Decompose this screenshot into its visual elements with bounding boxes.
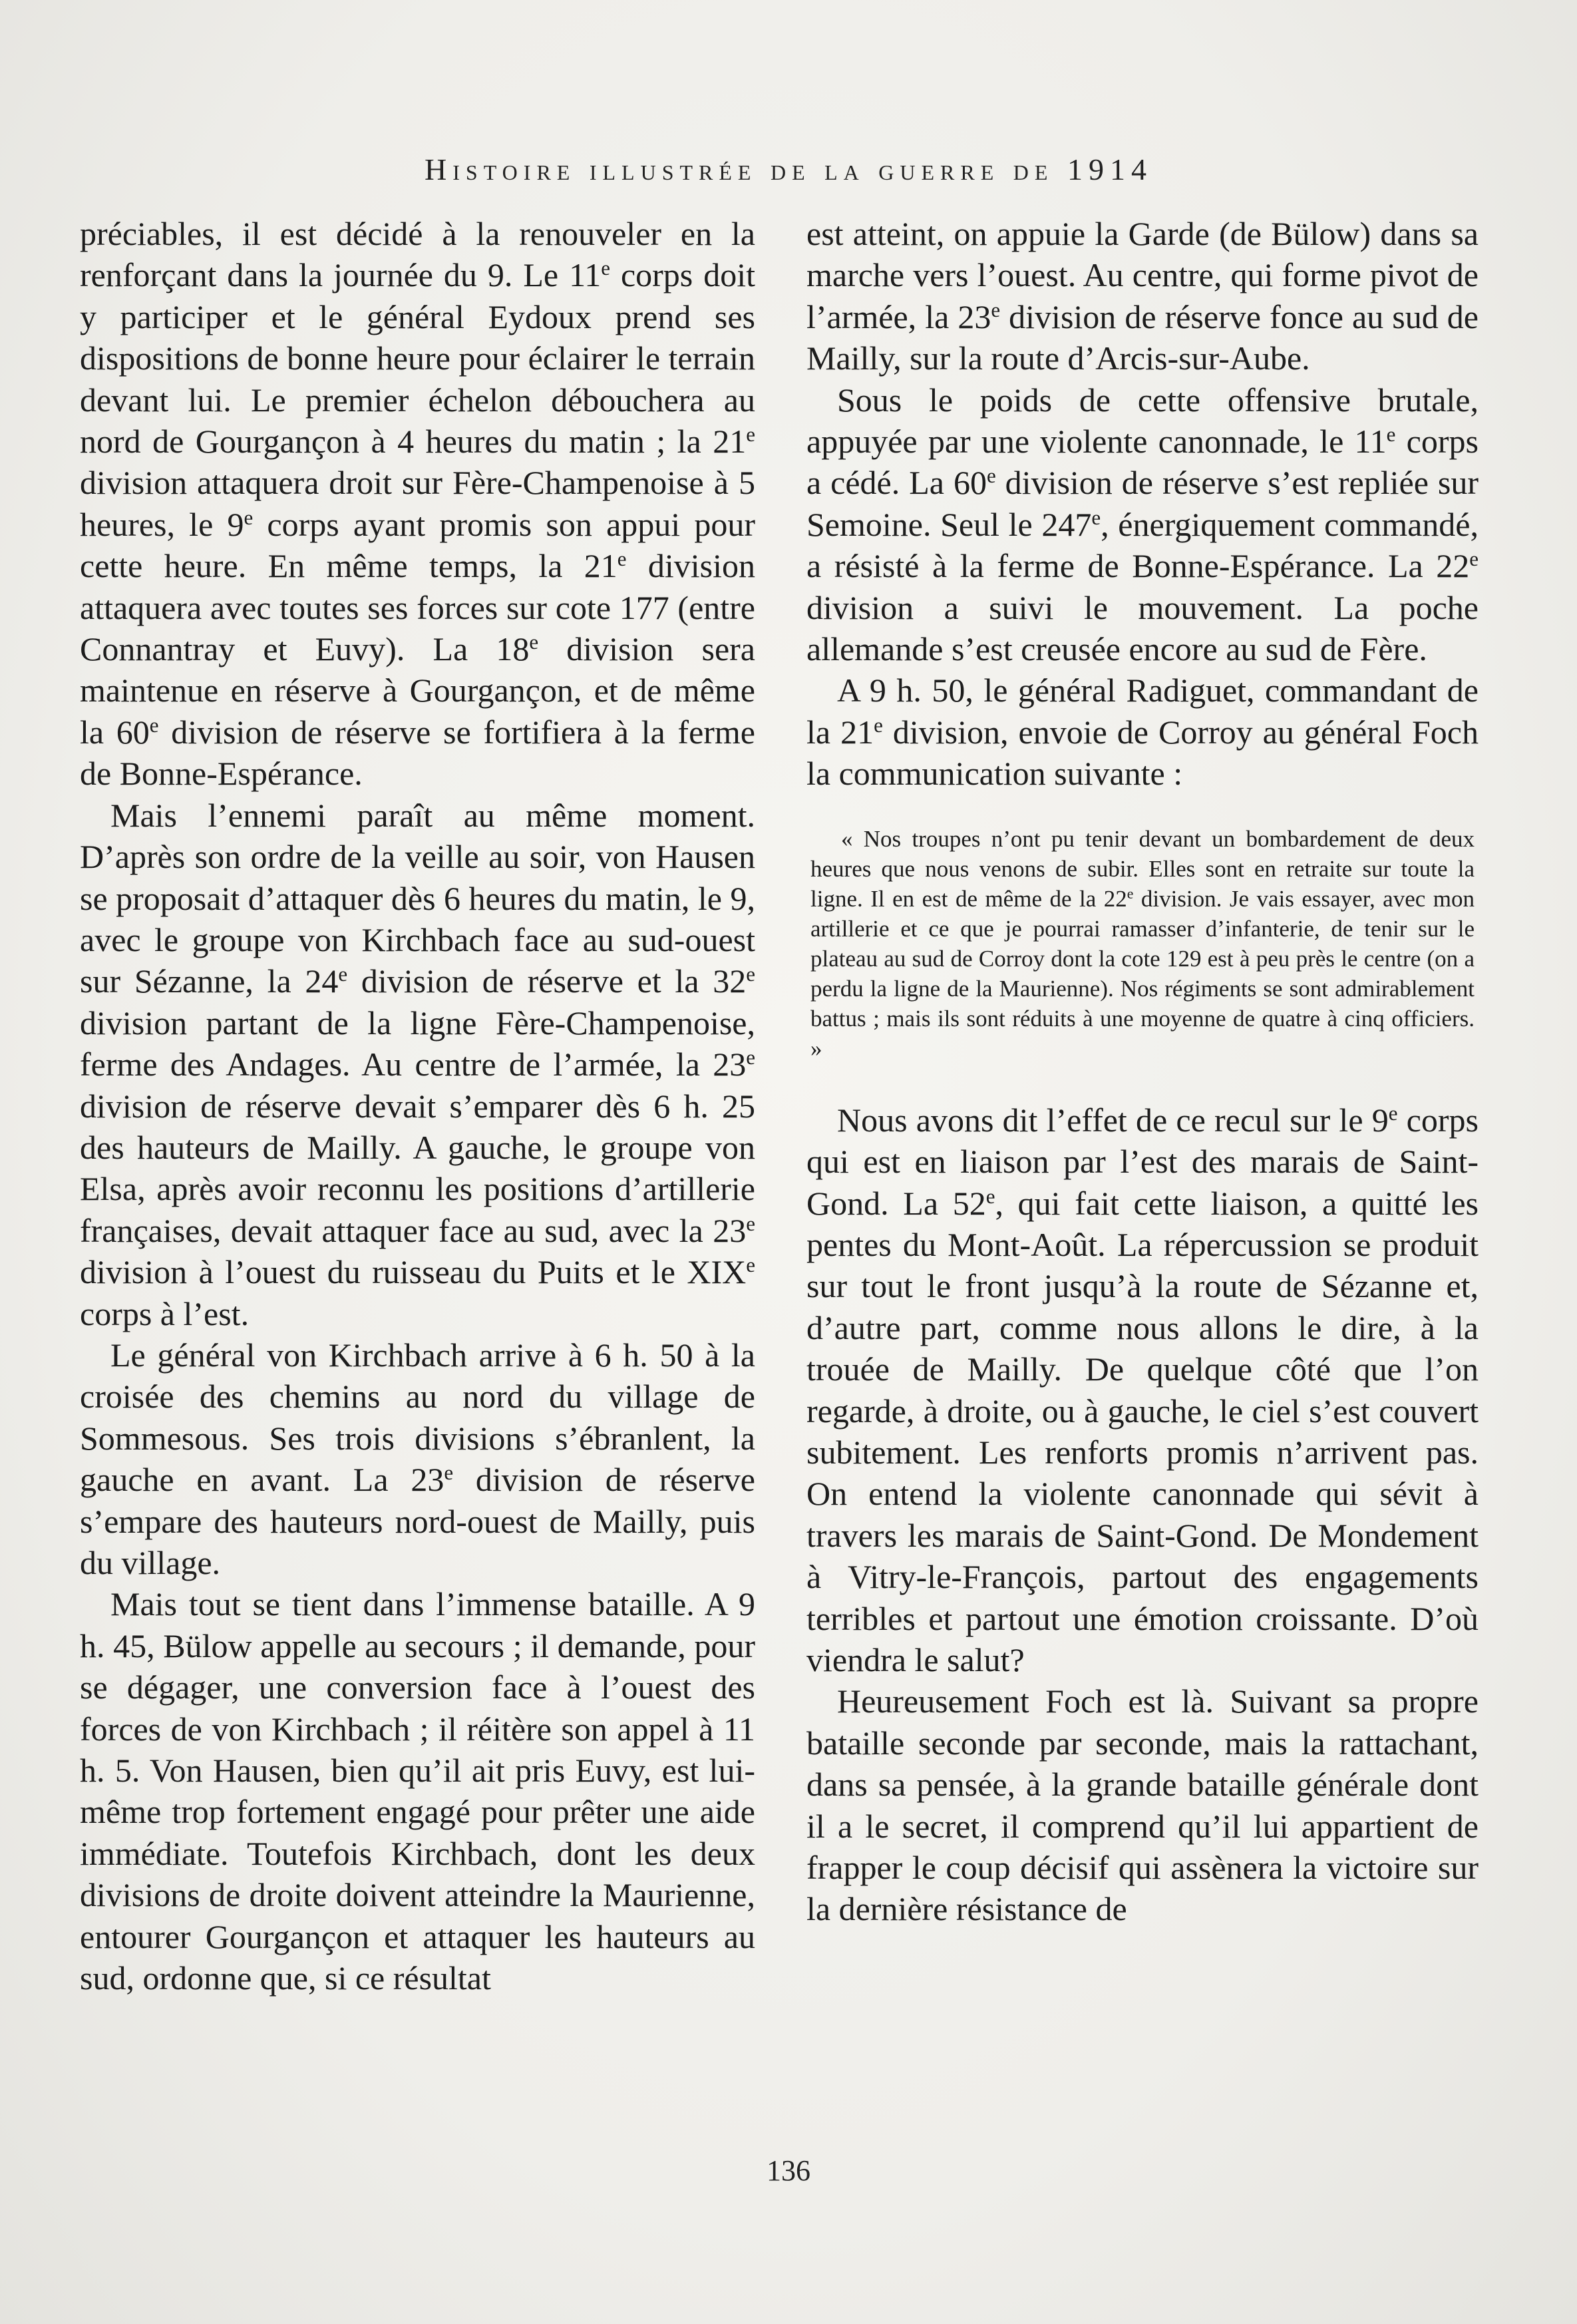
running-head: Histoire illustrée de la guerre de 1914	[425, 152, 1152, 186]
paragraph: préciables, il est décidé à la renouveler en la renforçant dans la journée du 9. Le 11e corps doit y participer et le général Eydoux prend ses dispositions de bonne heure pour éclairer le terrain devant lui. Le premier échelon débouchera au nord de Gourgançon à 4 heures du matin ; la 21e division attaquera droit sur Fère-Champenoise à 5 heures, le 9e corps ayant promis son appui pour cette heure. En même temps, la 21e division attaquera avec toutes ses forces sur cote 177 (entre Connantray et Euvy). La 18e division sera maintenue en réserve à Gourgançon, et de même la 60e division de réserve se fortifiera à la ferme de Bonne-Espérance.	[80, 215, 756, 793]
right-column	[806, 213, 1479, 1930]
block-quote	[806, 824, 1479, 1064]
page-number: 136	[767, 2154, 810, 2187]
paragraph: Nous avons dit l’effet de ce recul sur le 9e corps qui est en liaison par l’est des marais de Saint-Gond. La 52e, qui fait cette liaison, a quitté les pentes du Mont-Août. La répercussion se produit sur tout le front jusqu’à la route de Sézanne et, d’autre part, comme nous allons le dire, à la trouée de Mailly. De quelque côté que l’on regarde, à droite, ou à gauche, le ciel s’est couvert subitement. Les renforts promis n’arrivent pas. On entend la violente canonnade qui sévit à travers les marais de Saint-Gond. De Mondement à Vitry-le-François, partout des engagements terribles et partout une émotion croissante. D’où viendra le salut?	[806, 1101, 1479, 1678]
paragraph: Mais l’ennemi paraît au même moment. D’après son ordre de la veille au soir, von Hausen se proposait d’attaquer dès 6 heures du matin, le 9, avec le groupe von Kirchbach face au sud-ouest sur Sézanne, la 24e division de réserve et la 32e division partant de la ligne Fère-Champenoise, ferme des Andages. Au centre de l’armée, la 23e division de réserve devait s’emparer dès 6 h. 25 des hauteurs de Mailly. A gauche, le groupe von Elsa, après avoir reconnu les positions d’artillerie françaises, devait attaquer face au sud, avec la 23e division à l’ouest du ruisseau du Puits et le XIXe corps à l’est.	[80, 796, 755, 1332]
paragraph: Mais tout se tient dans l’immense bataille. A 9 h. 45, Bülow appelle au secours ; il demande, pour se dégager, une conversion face à l’ouest des forces de von Kirchbach ; il réitère son appel à 11 h. 5. Von Hausen, bien qu’il ait pris Euvy, est lui-même trop fortement engagé pour prêter une aide immédiate. Toutefois Kirchbach, dont les deux divisions de droite doivent atteindre la Maurienne, entourer Gourgançon et attaquer les hauteurs au sud, ordonne que, si ce résultat	[80, 1585, 755, 1997]
paragraph: est atteint, on appuie la Garde (de Bülow) dans sa marche vers l’ouest. Au centre, qui forme pivot de l’armée, la 23e division de réserve fonce au sud de Mailly, sur la route d’Arcis-sur-Aube.	[806, 215, 1479, 377]
paragraph: A 9 h. 50, le général Radiguet, commandant de la 21e division, envoie de Corroy au général Foch la communication suivante :	[806, 672, 1479, 793]
paragraph: Heureusement Foch est là. Suivant sa propre bataille seconde par seconde, mais la rattachant, dans sa pensée, à la grande bataille générale dont il a le secret, il comprend qu’il lui appartient de frapper le coup décisif qui assènera la victoire sur la dernière résistance de	[806, 1682, 1479, 1928]
paragraph: Sous le poids de cette offensive brutale, appuyée par une violente canonnade, le 11e corps a cédé. La 60e division de réserve s’est repliée sur Semoine. Seul le 247e, énergiquement commandé, a résisté à la ferme de Bonne-Espérance. La 22e division a suivi le mouvement. La poche allemande s’est creusée encore au sud de Fère.	[806, 381, 1479, 668]
quote-text: « Nos troupes n’ont pu tenir devant un bombardement de deux heures que nous venons de subir. Elles sont en retraite sur toute la ligne. Il en est de même de la 22e division. Je vais essayer, avec mon artillerie et ce que je pourrai ramasser d’infanterie, de tenir sur le plateau au sud de Corroy dont la cote 129 est à peu près le centre (on a perdu la ligne de la Maurienne). Nos régiments se sont admirablement battus ; mais ils sont réduits à une moyenne de quatre à cinq officiers. »	[810, 825, 1475, 1062]
paragraph: Le général von Kirchbach arrive à 6 h. 50 à la croisée des chemins au nord du village de Sommesous. Ses trois divisions s’ébranlent, la gauche en avant. La 23e division de réserve s’empare des hauteurs nord-ouest de Mailly, puis du village.	[80, 1336, 756, 1581]
left-column	[80, 213, 755, 1999]
